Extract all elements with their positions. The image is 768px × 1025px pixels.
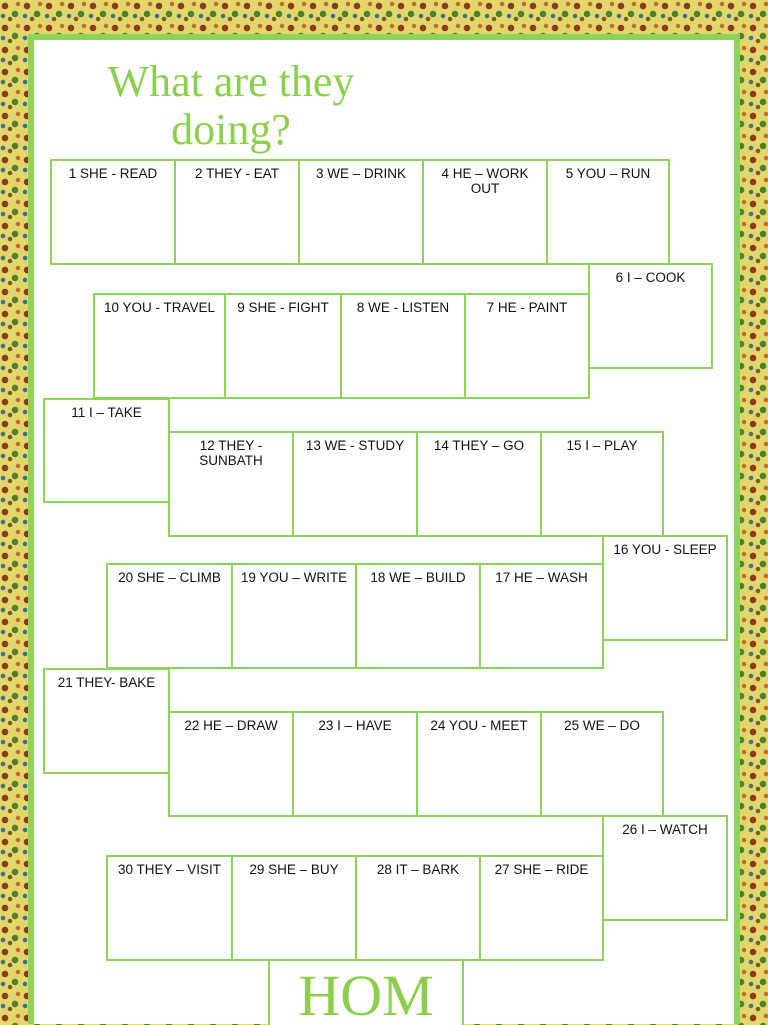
board-square-7: 7 HE - PAINT [464,293,590,399]
board-square-11: 11 I – TAKE [43,398,170,503]
board-square-21: 21 THEY- BAKE [43,668,170,774]
board-square-25: 25 WE – DO [540,711,664,817]
board-square-30: 30 THEY – VISIT [106,855,233,961]
board-square-2: 2 THEY - EAT [174,159,300,265]
board-square-17: 17 HE – WASH [479,563,604,669]
board-square-8: 8 WE - LISTEN [340,293,466,399]
board-square-29: 29 SHE – BUY [231,855,357,961]
board-square-5: 5 YOU – RUN [546,159,670,265]
board-square-16: 16 YOU - SLEEP [602,535,728,641]
board-square-24: 24 YOU - MEET [416,711,542,817]
board-square-20: 20 SHE – CLIMB [106,563,233,669]
page-title [96,58,366,154]
board-square-22: 22 HE – DRAW [168,711,294,817]
board-square-6: 6 I – COOK [588,263,713,369]
title-line-2: doing? [171,105,291,154]
board-square-9: 9 SHE - FIGHT [224,293,342,399]
home-square: HOM [268,959,464,1025]
board-square-18: 18 WE – BUILD [355,563,481,669]
board-square-4: 4 HE – WORK OUT [422,159,548,265]
board-square-27: 27 SHE – RIDE [479,855,604,961]
board-square-13: 13 WE - STUDY [292,431,418,537]
board-square-19: 19 YOU – WRITE [231,563,357,669]
title-line-1: What are they [107,57,355,106]
board-square-10: 10 YOU - TRAVEL [93,293,226,399]
board-square-28: 28 IT – BARK [355,855,481,961]
board-square-26: 26 I – WATCH [602,815,728,921]
board-square-1: 1 SHE - READ [50,159,176,265]
board-square-12: 12 THEY - SUNBATH [168,431,294,537]
board-square-3: 3 WE – DRINK [298,159,424,265]
board-square-15: 15 I – PLAY [540,431,664,537]
board-square-14: 14 THEY – GO [416,431,542,537]
board-square-23: 23 I – HAVE [292,711,418,817]
